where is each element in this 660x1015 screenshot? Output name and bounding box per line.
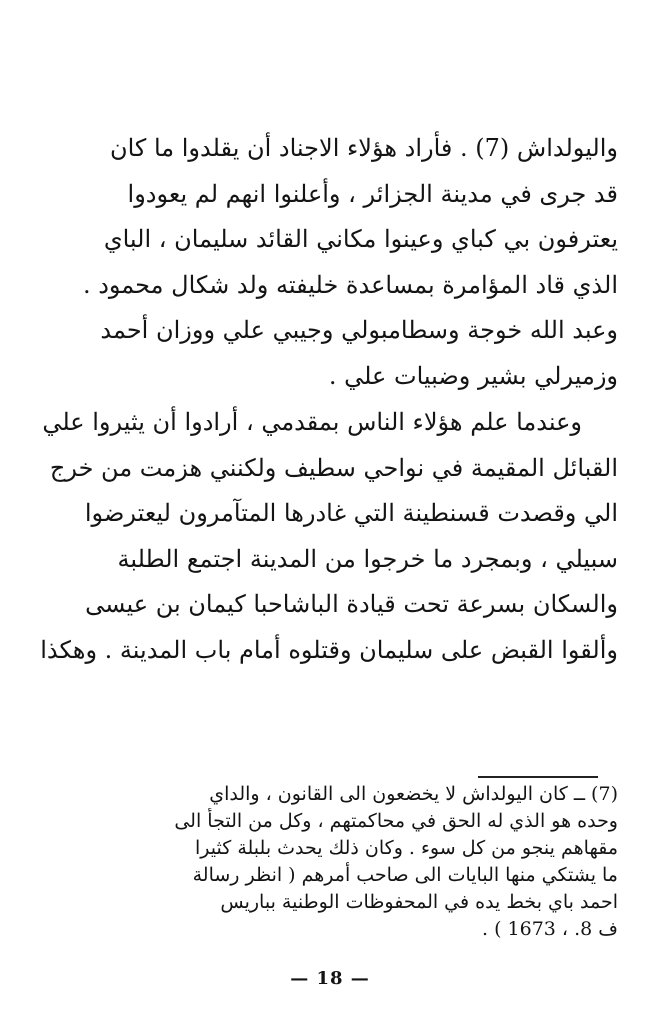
paragraph-line: واليولداش (7) . فأراد هؤلاء الاجناد أن يقلدوا ما كان (109, 134, 618, 162)
footnote-line: وحده هو الذي له الحق في محاكمتهم ، وكل من التجأ الى (174, 810, 618, 832)
paragraph-line: الي وقصدت قسنطينة التي غادرها المتآمرون ليعترضوا (84, 499, 618, 527)
footnote-divider (478, 776, 598, 778)
paragraph-1 (40, 126, 618, 399)
paragraph-line: والسكان بسرعة تحت قيادة الباشاحبا كيمان بن عيسى (85, 590, 618, 618)
footnote (52, 781, 618, 943)
page-number: — 18 — (290, 968, 370, 989)
paragraph-2 (40, 400, 618, 673)
paragraph-line: وألقوا القبض على سليمان وقتلوه أمام باب المدينة . وهكذا (40, 635, 618, 664)
paragraph-line: قد جرى في مدينة الجزائر ، وأعلنوا انهم لم يعودوا (127, 179, 618, 208)
footnote-line: مقهاهم ينجو من كل سوء . وكان ذلك يحدث بلبلة كثيرا (195, 837, 618, 859)
footnote-line: ف 8. ، 1673 ) . (482, 918, 618, 940)
paragraph-line: سبيلي ، وبمجرد ما خرجوا من المدينة اجتمع الطلبة (117, 544, 618, 573)
paragraph-line: وزميرلي بشير وضبيات علي . (328, 361, 618, 390)
paragraph-line: وعبد الله خوجة وسطامبولي وجيبي علي ووزان أحمد (100, 316, 618, 344)
paragraph-line: وعندما علم هؤلاء الناس بمقدمي ، أرادوا أن يثيروا علي (42, 408, 582, 436)
paragraph-line: الذي قاد المؤامرة بمساعدة خليفته ولد شكال محمود . (82, 270, 618, 299)
footnote-line: احمد باي بخط يده في المحفوظات الوطنية بباريس (220, 891, 618, 913)
paragraph-line: القبائل المقيمة في نواحي سطيف ولكنني هزمت من خرج (49, 453, 618, 482)
footnote-line: ما يشتكي منها البايات الى صاحب أمرهم ( انظر رسالة (192, 864, 618, 886)
footnote-line: (7) ــ كان اليولداش لا يخضعون الى القانون ، والداي (209, 783, 618, 805)
paragraph-line: يعترفون بي كباي وعينوا مكاني القائد سليمان ، الباي (103, 225, 618, 253)
